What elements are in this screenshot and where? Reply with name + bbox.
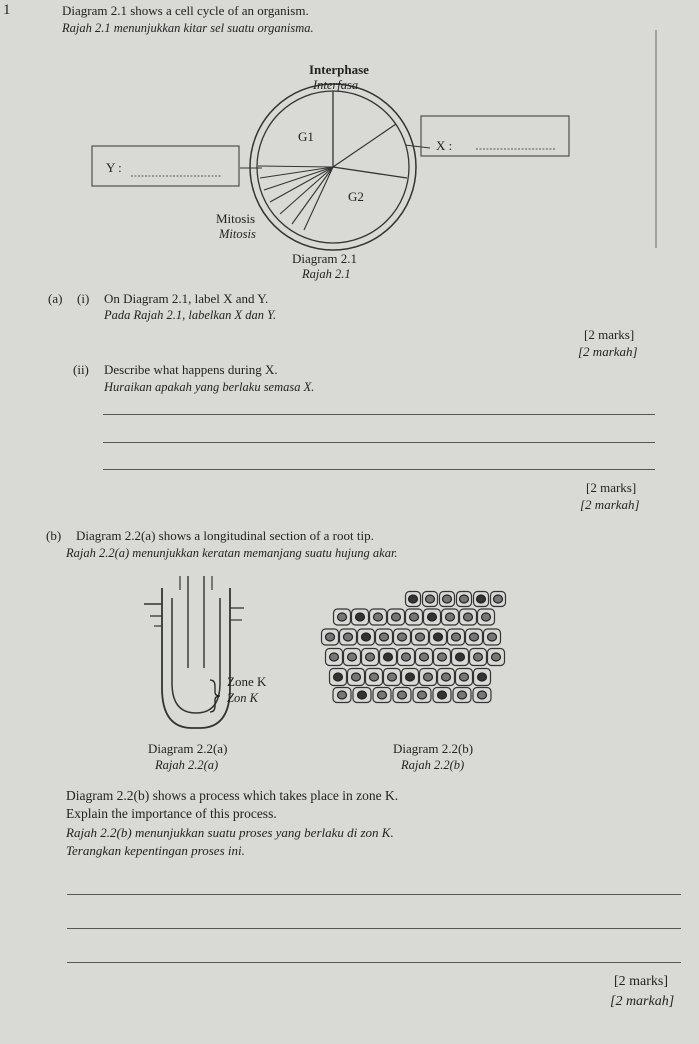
cell-nucleus [410,613,419,621]
label-mitosis: Mitosis [216,211,256,226]
cell-nucleus [338,691,347,699]
question-number: 1 [3,2,11,18]
part-b-text-ms: Rajah 2.2(a) menunjukkan keratan memanjang suatu hujung akar. [66,546,398,560]
cell-nucleus [406,673,415,681]
cell-nucleus [356,613,365,621]
label-g1: G1 [298,129,314,144]
cell-nucleus [478,691,487,699]
part-b-q1-en: Diagram 2.2(b) shows a process which takes place in zone K. [66,788,399,803]
part-b-q1-ms: Rajah 2.2(b) menunjukkan suatu proses yang berlaku di zon K. [66,825,394,840]
cell-nucleus [384,653,393,661]
cell-nucleus [488,633,497,641]
part-a-ii-text-ms: Huraikan apakah yang berlaku semasa X. [104,380,315,394]
cell-nucleus [494,595,503,603]
cell-nucleus [348,653,357,661]
cell-cycle-diagram [0,0,699,290]
cell-nucleus [380,633,389,641]
part-b-label: (b) [46,528,62,543]
label-x: X : [436,138,453,153]
zone-k-ms: Zon K [227,691,258,705]
caption-diagram-2-1: Diagram 2.1 [292,251,357,266]
cell-nucleus [370,673,379,681]
cell-nucleus [438,691,447,699]
cell-nucleus [442,673,451,681]
part-b-marks-en: [2 marks] [614,974,669,989]
cell-nucleus [374,613,383,621]
intro-en: Diagram 2.1 shows a cell cycle of an organism. [62,3,309,18]
caption-rajah-2-2b: Rajah 2.2(b) [401,758,465,772]
part-b-q2-en: Explain the importance of this process. [66,806,277,821]
cell-nucleus [366,653,375,661]
answer-line[interactable] [103,414,655,415]
cell-nucleus [443,595,452,603]
part-a-label: (a) [48,291,63,306]
cell-nucleus [358,691,367,699]
part-b-marks-ms: [2 markah] [610,994,675,1009]
cell-nucleus [418,691,427,699]
cell-nucleus [492,653,501,661]
label-interfasa: Interfasa [313,78,359,92]
cell-nucleus [426,595,435,603]
zone-k-en: Zone K [227,674,267,689]
caption-diagram-2-2b: Diagram 2.2(b) [393,741,474,756]
cell-nucleus [446,613,455,621]
part-a-i-marks-ms: [2 markah] [578,344,638,359]
part-b-q2-ms: Terangkan kepentingan proses ini. [66,843,245,858]
cell-nucleus [464,613,473,621]
cell-nucleus [452,633,461,641]
cell-nucleus [378,691,387,699]
cell-nucleus [398,633,407,641]
cell-nucleus [334,673,343,681]
cell-nucleus [456,653,465,661]
part-b-text-en: Diagram 2.2(a) shows a longitudinal section of a root tip. [76,528,374,543]
cell-nucleus [362,633,371,641]
part-a-i-text-en: On Diagram 2.1, label X and Y. [104,291,269,306]
cell-nucleus [428,613,437,621]
dividing-cells-diagram [318,585,523,713]
cell-nucleus [474,653,483,661]
cell-nucleus [477,595,486,603]
part-a-ii-marks-en: [2 marks] [586,480,637,495]
cell-nucleus [470,633,479,641]
caption-rajah-2-2a: Rajah 2.2(a) [155,758,219,772]
cell-nucleus [326,633,335,641]
cell-nucleus [460,673,469,681]
part-a-i-text-ms: Pada Rajah 2.1, labelkan X dan Y. [104,308,277,322]
cell-nucleus [434,633,443,641]
part-a-ii-marks-ms: [2 markah] [580,497,640,512]
cell-nucleus [409,595,418,603]
part-a-ii-text-en: Describe what happens during X. [104,362,278,377]
intro-ms: Rajah 2.1 menunjukkan kitar sel suatu organisma. [62,21,314,35]
answer-line[interactable] [103,469,655,470]
answer-line[interactable] [103,442,655,443]
part-a-ii-label: (ii) [73,362,89,377]
cell-nucleus [420,653,429,661]
label-y: Y : [106,160,122,175]
caption-rajah-2-1: Rajah 2.1 [302,267,351,281]
cell-nucleus [388,673,397,681]
part-a-i-marks-en: [2 marks] [584,327,635,342]
cell-nucleus [416,633,425,641]
cell-nucleus [330,653,339,661]
root-tip-diagram [140,568,300,738]
label-interphase: Interphase [309,62,369,77]
answer-line[interactable] [67,962,681,963]
caption-diagram-2-2a: Diagram 2.2(a) [148,741,228,756]
cell-nucleus [482,613,491,621]
cell-nucleus [424,673,433,681]
answer-line[interactable] [67,894,681,895]
answer-line[interactable] [67,928,681,929]
cell-nucleus [392,613,401,621]
label-g2: G2 [348,189,364,204]
cell-nucleus [460,595,469,603]
cell-nucleus [352,673,361,681]
cell-nucleus [344,633,353,641]
part-a-i-label: (i) [77,291,90,306]
cell-nucleus [402,653,411,661]
cell-nucleus [458,691,467,699]
cell-nucleus [478,673,487,681]
cell-nucleus [398,691,407,699]
cell-nucleus [338,613,347,621]
label-mitosis-ms: Mitosis [219,227,256,241]
cell-nucleus [438,653,447,661]
